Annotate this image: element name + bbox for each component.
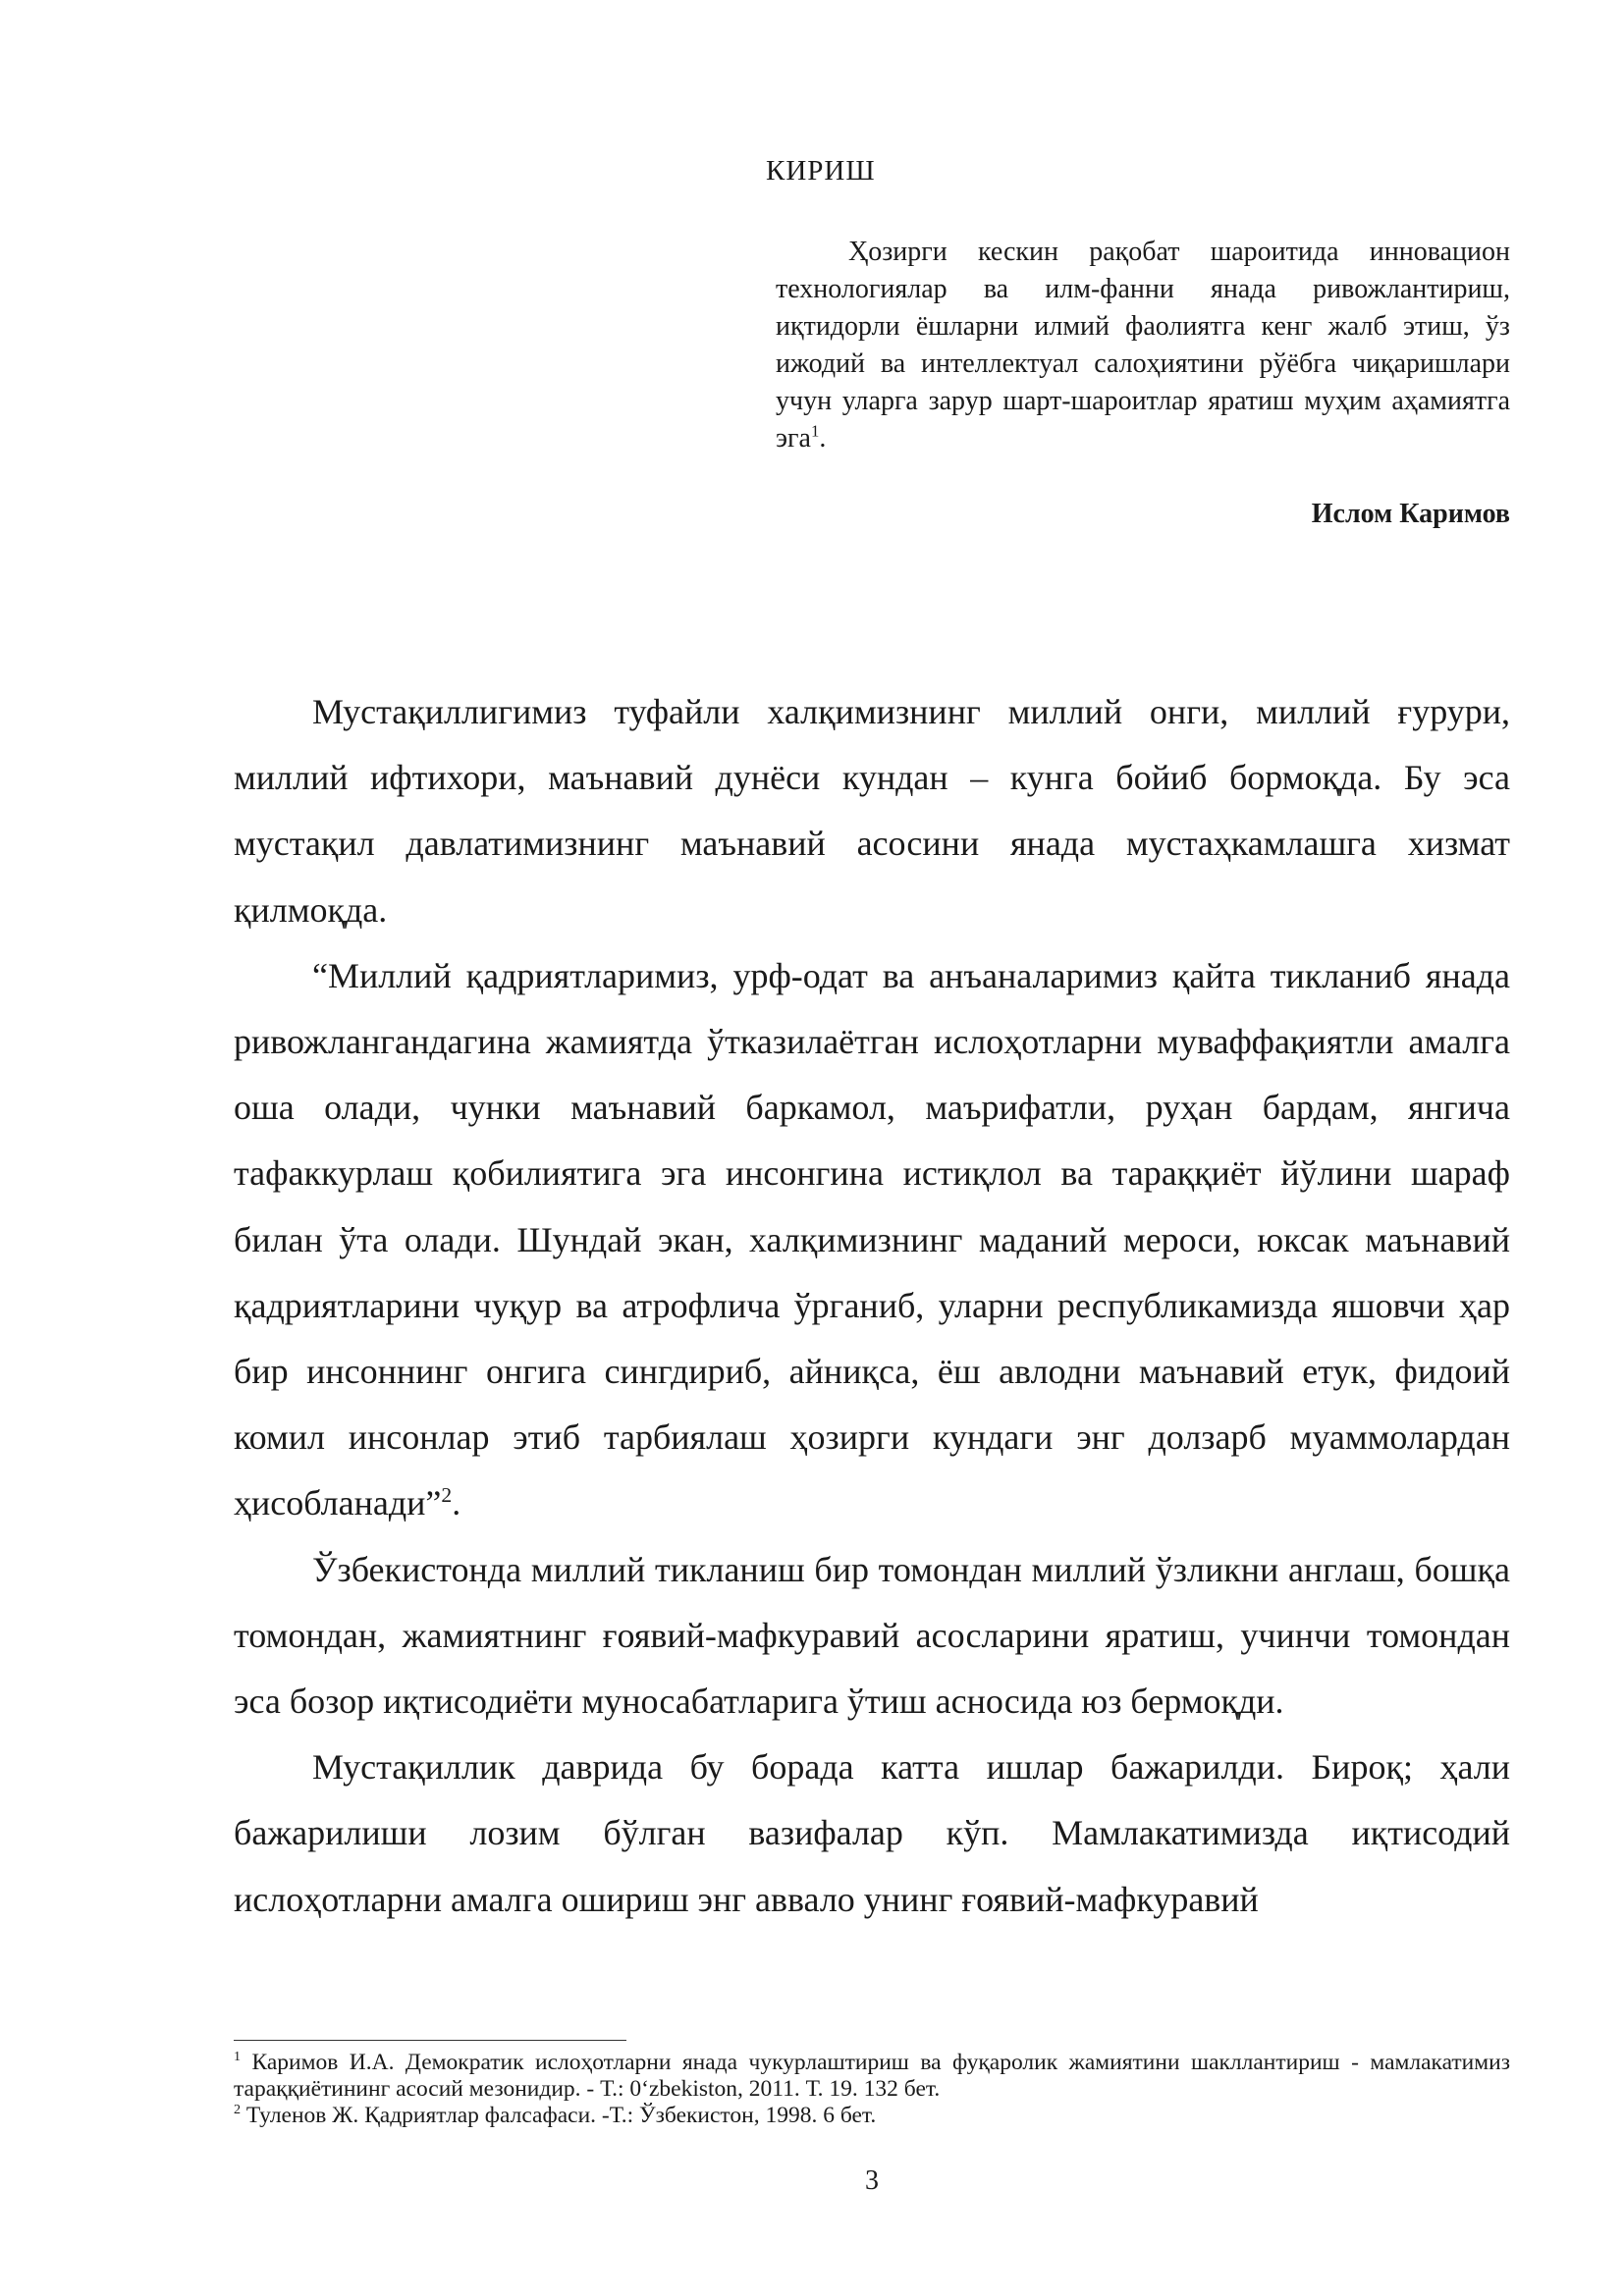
epigraph-quote — [776, 234, 1510, 457]
footnote-text: Туленов Ж. Қадриятлар фалсафаси. -Т.: Ўзбекистон, 1998. 6 бет. — [245, 2103, 877, 2128]
paragraph-text: Мустақиллик даврида бу борада катта ишлар бажарилди. Бироқ; ҳали бажарилиши лозим бўлган вазифалар кўп. Мамлакатимизда иқтисодий ислоҳотларни амалга ошириш энг аввало унинг ғоявий-мафкуравий — [234, 1747, 1510, 1919]
body-text — [234, 679, 1510, 1933]
footnote-2 — [234, 2103, 1510, 2129]
footnote-text: Каримов И.А. Демократик ислоҳотларни янада чукурлаштириш ва фуқаролик жамиятини шакллантириш - мамлакатимиз тараққиётининг асосий мезонидир. - Т.: 0‘zbekiston, 2011. Т. 19. 132 бет. — [234, 2050, 1510, 2102]
paragraph-text: “Миллий қадриятларимиз, урф-одат ва анъаналаримиз қайта тикланиб янада ривожлангандагина жамиятда ўтказилаётган ислоҳотларни муваффақиятли амалга оша олади, чунки маънавий баркамол, маърифатли, руҳан бардам, янгича тафаккурлаш қобилиятига эга инсонгина истиқлол ва тараққиёт йўлини шараф билан ўта олади. Шундай экан, халқимизнинг маданий мероси, юксак маънавий қадриятларини чуқур ва атрофлича ўрганиб, уларни республикамизда яшовчи ҳар бир инсоннинг онгига сингдириб, айниқса, ёш авлодни маънавий етук, фидоий комил инсонлар этиб тарбиялаш ҳозирги кундаги энг долзарб муаммолардан ҳисобланади” — [234, 955, 1510, 1523]
page-heading: КИРИШ — [766, 155, 876, 187]
paragraph-text: Ўзбекистонда миллий тикланиш бир томондан миллий ўзликни англаш, бошқа томондан, жамиятнинг ғоявий-мафкуравий асосларини яратиш, учинчи томондан эса бозор иқтисодиёти муносабатларига ўтиш асносида юз бермоқди. — [234, 1549, 1510, 1722]
epigraph-text: Ҳозирги кескин рақобат шароитида инновацион технологиялар ва илм-фанни янада ривожлантириш, иқтидорли ёшларни илмий фаолиятга кенг жалб этиш, ўз ижодий ва интеллектуал салоҳиятини рўёбга чиқаришлари учун уларга зарур шарт-шароитлар яратиш муҳим аҳамиятга эга — [776, 237, 1510, 454]
footnote-separator — [234, 2040, 626, 2041]
paragraph-1 — [234, 679, 1510, 943]
epigraph-footnote-ref[interactable]: 1 — [810, 421, 820, 441]
footnote-number: 1 — [234, 2049, 242, 2065]
paragraph-3 — [234, 1537, 1510, 1735]
epigraph-end: . — [819, 423, 827, 454]
paragraph-end: . — [452, 1483, 461, 1523]
paragraph-footnote-ref[interactable]: 2 — [441, 1483, 453, 1508]
paragraph-4 — [234, 1735, 1510, 1933]
page-number: 3 — [865, 2165, 879, 2196]
footnotes — [234, 2050, 1510, 2129]
footnote-1 — [234, 2050, 1510, 2103]
paragraph-2 — [234, 943, 1510, 1537]
epigraph-author: Ислом Каримов — [1311, 499, 1510, 529]
footnote-number: 2 — [234, 2102, 242, 2118]
paragraph-text: Мустақиллигимиз туфайли халқимизнинг миллий онги, миллий ғурури, миллий ифтихори, маънавий дунёси кундан – кунга бойиб бормоқда. Бу эса мустақил давлатимизнинг маънавий асосини янада мустаҳкамлашга хизмат қилмоқда. — [234, 692, 1510, 930]
